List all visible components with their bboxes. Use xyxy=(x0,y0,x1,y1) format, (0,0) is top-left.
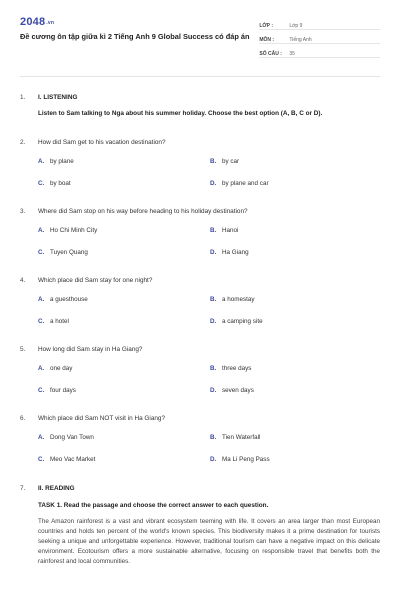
option-letter: B. xyxy=(210,434,217,441)
option-letter: D. xyxy=(210,318,217,325)
option-letter: D. xyxy=(210,456,217,463)
question xyxy=(20,138,380,188)
question xyxy=(20,345,380,395)
option-text: a guesthouse xyxy=(50,296,88,303)
option-text: by car xyxy=(222,158,240,165)
option-c[interactable] xyxy=(38,248,210,257)
question-number: 6. xyxy=(20,415,26,422)
question-text: Where did Sam stop on his way before heading to his holiday destination? xyxy=(38,208,248,215)
option-text: seven days xyxy=(222,387,254,394)
section-number: 1. xyxy=(20,94,26,101)
question-number: 5. xyxy=(20,346,26,353)
option-a[interactable] xyxy=(38,157,210,166)
task-instruction: TASK 1. Read the passage and choose the correct answer to each question. xyxy=(38,502,269,509)
option-text: Ha Giang xyxy=(222,249,249,256)
option-c[interactable] xyxy=(38,386,210,395)
option-text: by plane and car xyxy=(222,180,269,187)
option-letter: B. xyxy=(210,365,217,372)
option-b[interactable] xyxy=(210,433,380,442)
option-letter: C. xyxy=(38,318,45,325)
option-letter: D. xyxy=(210,387,217,394)
option-letter: B. xyxy=(210,227,217,234)
option-d[interactable] xyxy=(210,455,380,464)
option-text: Dong Van Town xyxy=(50,434,94,441)
option-d[interactable] xyxy=(210,248,380,257)
question-text: How long did Sam stay in Ha Giang? xyxy=(38,346,143,353)
option-text: three days xyxy=(222,365,252,372)
option-text: Meo Vac Market xyxy=(50,456,96,463)
option-a[interactable] xyxy=(38,364,210,373)
meta-value: Tiếng Anh xyxy=(289,37,312,43)
option-letter: C. xyxy=(38,249,45,256)
header-divider xyxy=(20,76,380,77)
option-a[interactable] xyxy=(38,433,210,442)
option-letter: B. xyxy=(210,296,217,303)
meta-label: SỐ CÂU : xyxy=(259,51,282,57)
option-text: Ma Li Peng Pass xyxy=(222,456,270,463)
option-d[interactable] xyxy=(210,386,380,395)
option-d[interactable] xyxy=(210,179,380,188)
option-text: by boat xyxy=(50,180,71,187)
document-title: Đề cương ôn tập giữa kì 2 Tiếng Anh 9 Global Success có đáp án xyxy=(20,32,250,41)
option-text: Tien Waterfall xyxy=(222,434,261,441)
option-text: Ho Chi Minh City xyxy=(50,227,98,234)
question-number: 2. xyxy=(20,139,26,146)
question-text: How did Sam get to his vacation destination? xyxy=(38,139,166,146)
document-header xyxy=(20,0,380,70)
option-text: a hotel xyxy=(50,318,69,325)
question-text: Which place did Sam stay for one night? xyxy=(38,277,153,284)
meta-value: 35 xyxy=(289,51,295,57)
option-letter: C. xyxy=(38,456,45,463)
question xyxy=(20,207,380,257)
option-text: four days xyxy=(50,387,76,394)
option-letter: A. xyxy=(38,227,45,234)
question-number: 4. xyxy=(20,277,26,284)
meta-row-count xyxy=(259,44,380,58)
option-d[interactable] xyxy=(210,317,380,326)
option-text: one day xyxy=(50,365,73,372)
meta-row-subject xyxy=(259,30,380,44)
option-c[interactable] xyxy=(38,455,210,464)
logo-text: 2048 xyxy=(20,16,46,28)
option-b[interactable] xyxy=(210,226,380,235)
meta-row-class xyxy=(259,16,380,30)
meta-value: Lớp 9 xyxy=(289,23,303,29)
option-letter: A. xyxy=(38,296,45,303)
option-letter: D. xyxy=(210,249,217,256)
section-listening xyxy=(20,93,380,118)
logo-tld: .vn xyxy=(46,20,55,26)
option-letter: A. xyxy=(38,434,45,441)
option-c[interactable] xyxy=(38,317,210,326)
option-text: a homestay xyxy=(222,296,255,303)
meta-label: MÔN : xyxy=(259,37,275,43)
section-title: I. LISTENING xyxy=(38,94,78,101)
question xyxy=(20,414,380,464)
section-instruction: Listen to Sam talking to Nga about his summer holiday. Choose the best option (A, B, C or D). xyxy=(38,110,323,117)
site-logo[interactable] xyxy=(20,16,259,28)
option-letter: B. xyxy=(210,158,217,165)
option-b[interactable] xyxy=(210,364,380,373)
option-text: Hanoi xyxy=(222,227,239,234)
option-text: Tuyen Quang xyxy=(50,249,88,256)
question xyxy=(20,276,380,326)
option-letter: D. xyxy=(210,180,217,187)
question-text: Which place did Sam NOT visit in Ha Giang? xyxy=(38,415,166,422)
option-letter: C. xyxy=(38,180,45,187)
option-a[interactable] xyxy=(38,295,210,304)
option-text: by plane xyxy=(50,158,74,165)
brand-block xyxy=(20,16,259,70)
option-c[interactable] xyxy=(38,179,210,188)
meta-label: LỚP : xyxy=(259,23,273,29)
option-letter: C. xyxy=(38,387,45,394)
question-number: 3. xyxy=(20,208,26,215)
reading-passage: The Amazon rainforest is a vast and vibrant ecosystem teeming with life. It covers an area larger than most European countries and holds ten percent of the world's known species. This biodiversity makes it a prime destination for tourists seeking a unique and unforgettable experience. However, traditional tourism can have a negative impact on this delicate environment. Ecotourism offers a more sustainable alternative, focusing on responsible travel that benefits both the rainforest and local communities. xyxy=(38,518,380,565)
section-title: II. READING xyxy=(38,485,75,492)
section-number: 7. xyxy=(20,485,26,492)
document-meta xyxy=(259,16,380,70)
option-text: a camping site xyxy=(222,318,263,325)
option-letter: A. xyxy=(38,365,45,372)
option-letter: A. xyxy=(38,158,45,165)
option-b[interactable] xyxy=(210,157,380,166)
section-reading xyxy=(20,484,380,567)
option-b[interactable] xyxy=(210,295,380,304)
option-a[interactable] xyxy=(38,226,210,235)
